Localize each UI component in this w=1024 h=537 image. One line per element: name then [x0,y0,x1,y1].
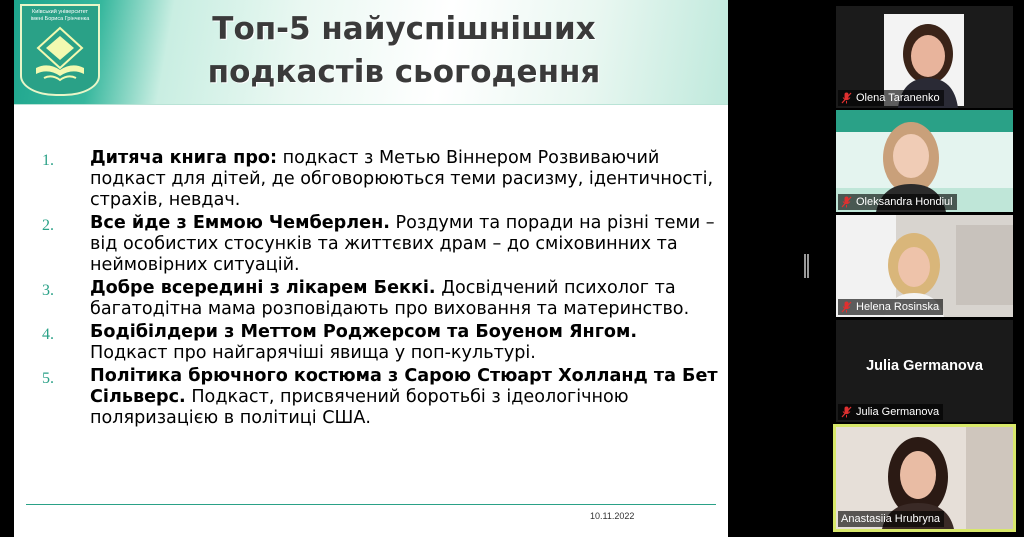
slide-title-line-2: подкастів сьогодення [207,54,601,90]
participant-name: Anastasiia Hrubryna [841,513,941,525]
podcast-list [42,148,718,431]
list-number: 2. [42,217,54,234]
list-item [42,278,718,320]
list-number: 1. [42,152,54,169]
participant-tile-active-speaker[interactable] [833,424,1016,532]
participant-tile[interactable] [836,6,1013,108]
slide-title-line-1: Топ-5 найуспішніших [212,11,596,47]
list-number: 5. [42,370,54,387]
mic-muted-icon [841,92,852,104]
item-bold-title: Дитяча книга про: [90,148,278,168]
mic-muted-icon [841,301,852,313]
list-number: 3. [42,282,54,299]
list-item [42,213,718,276]
list-item [42,148,718,211]
list-number: 4. [42,326,54,343]
item-description: Подкаст про найгарячіші явища у поп-культурі. [90,343,536,363]
participant-tile[interactable] [836,215,1013,317]
participant-name: Olena Taranenko [856,92,940,104]
participant-name: Helena Rosinska [856,301,940,313]
item-description: Подкаст, присвячений боротьбі з ідеологічною поляризацією в політиці США. [90,387,629,428]
footer-divider [26,504,716,505]
item-bold-title: Бодібілдери з Меттом Роджерсом та Боуеном Янгом. [90,322,638,342]
panel-resize-handle[interactable] [804,254,809,278]
participant-name-tag [838,90,944,106]
mic-muted-icon [841,196,852,208]
participant-name: Julia Germanova [856,406,940,418]
participant-name-tag [838,194,957,210]
participant-name-tag [838,299,943,315]
slide-title [134,8,674,94]
list-item [42,366,718,429]
header-divider [14,104,728,105]
item-description: Роздуми та поради на різні теми – від особистих стосунків та життєвих драм – до сміховинних та неймовірних ситуацій. [90,213,715,275]
item-description: Досвідчений психолог та багатодітна мама розповідають про виховання та материнство. [90,278,690,319]
item-bold-title: Все йде з Еммою Чемберлен. [90,213,390,233]
item-bold-title: Добре всередині з лікарем Беккі. [90,278,436,298]
shared-screen-slide [14,0,728,537]
participant-tile[interactable] [836,110,1013,212]
item-bold-title: Політика брючного костюма з Сарою Стюарт Холланд та Бет Сільверс. [90,366,718,407]
university-logo [20,4,100,96]
mic-muted-icon [841,406,852,418]
participant-name-tag [838,511,944,527]
participant-name-tag [838,404,943,420]
participant-display-name: Julia Germanova [866,358,983,374]
list-item [42,322,718,364]
participant-tile[interactable] [836,320,1013,422]
logo-text: Київський університет імені Бориса Грінченка [30,9,90,22]
book-emblem-icon [30,24,90,86]
slide-date: 10.11.2022 [590,511,635,521]
participant-name: Oleksandra Hondiul [856,196,953,208]
item-description: подкаст з Метью Віннером Розвиваючий подкаст для дітей, де обговорюються теми расизму, ідентичності, страхів, невдач. [90,148,714,210]
slide-header [14,0,728,104]
